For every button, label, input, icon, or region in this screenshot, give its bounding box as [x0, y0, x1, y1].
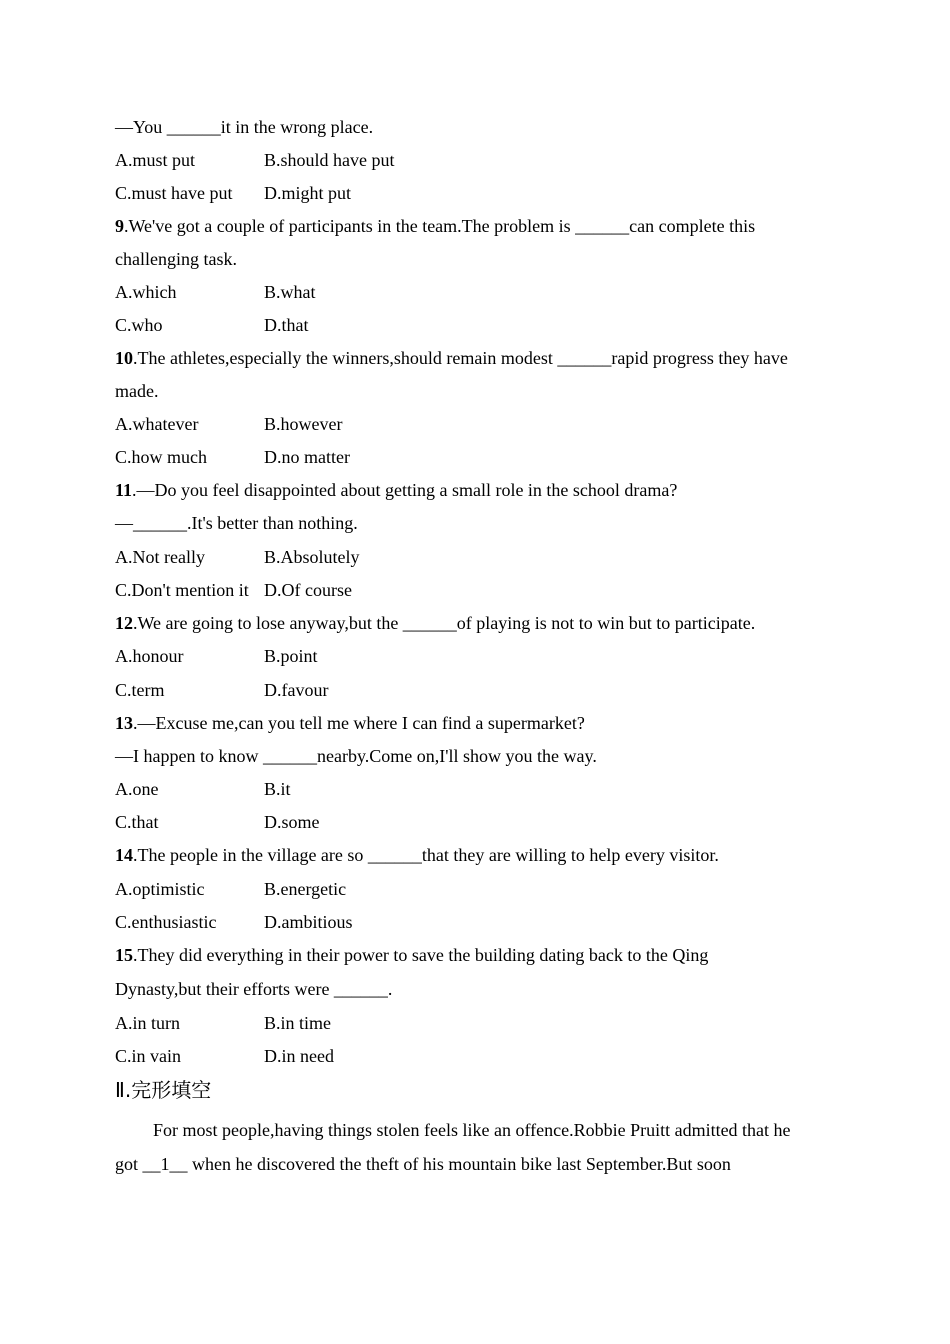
cloze-text-post: when he discovered the theft of his mountain bike last September.But soon	[187, 1154, 731, 1174]
q15-stem-line-2: Dynasty,but their efforts were ______.	[115, 979, 393, 999]
q12-option-c[interactable]: C.term	[115, 680, 165, 700]
q11-option-c[interactable]: C.Don't mention it	[115, 580, 249, 600]
q11-option-a[interactable]: A.Not really	[115, 547, 205, 567]
q13-number: 13	[115, 713, 133, 733]
q9-stem-line-2: challenging task.	[115, 249, 237, 269]
q14-option-d[interactable]: D.ambitious	[264, 912, 353, 932]
q11-stem-text: .—Do you feel disappointed about getting a small role in the school drama?	[132, 480, 678, 500]
q12-option-d[interactable]: D.favour	[264, 680, 329, 700]
q9-stem-text: .We've got a couple of participants in the team.The problem is ______can complete this	[124, 216, 756, 236]
q14-option-a[interactable]: A.optimistic	[115, 879, 205, 899]
q8-option-a[interactable]: A.must put	[115, 150, 196, 170]
q12-option-a[interactable]: A.honour	[115, 646, 184, 666]
q15-stem-line-1	[115, 944, 708, 966]
q13-stem-text: .—Excuse me,can you tell me where I can find a supermarket?	[133, 713, 585, 733]
q11-number: 11	[115, 480, 133, 500]
q11-stem-line-2: —______.It's better than nothing.	[115, 513, 358, 533]
q14-stem-text: .The people in the village are so ______that they are willing to help every visitor.	[133, 845, 719, 865]
q8-option-c[interactable]: C.must have put	[115, 183, 233, 203]
q14-option-c[interactable]: C.enthusiastic	[115, 912, 217, 932]
q13-option-c[interactable]: C.that	[115, 812, 159, 832]
q13-option-b[interactable]: B.it	[264, 779, 291, 799]
q10-option-c[interactable]: C.how much	[115, 447, 207, 467]
q10-option-b[interactable]: B.however	[264, 414, 343, 434]
q8-answer-line: —You ______it in the wrong place.	[115, 117, 374, 137]
cloze-blank-1[interactable]: __1__	[142, 1154, 188, 1174]
q14-stem-line-1	[115, 844, 719, 866]
section-heading-cloze: Ⅱ.完形填空	[115, 1078, 212, 1102]
q14-number: 14	[115, 845, 133, 865]
q12-option-b[interactable]: B.point	[264, 646, 318, 666]
q13-stem-line-1	[115, 712, 585, 734]
cloze-paragraph-line-2	[115, 1153, 731, 1175]
q9-number: 9	[115, 216, 124, 236]
q14-option-b[interactable]: B.energetic	[264, 879, 347, 899]
q15-number: 15	[115, 945, 133, 965]
q9-option-b[interactable]: B.what	[264, 282, 316, 302]
q8-option-d[interactable]: D.might put	[264, 183, 352, 203]
q9-stem-line-1	[115, 215, 755, 237]
q12-stem-line-1	[115, 612, 755, 634]
q9-option-a[interactable]: A.which	[115, 282, 177, 302]
q15-stem-text: .They did everything in their power to save the building dating back to the Qing	[133, 945, 709, 965]
q9-option-d[interactable]: D.that	[264, 315, 309, 335]
q11-option-b[interactable]: B.Absolutely	[264, 547, 360, 567]
q15-option-a[interactable]: A.in turn	[115, 1013, 180, 1033]
q13-option-d[interactable]: D.some	[264, 812, 320, 832]
q8-option-b[interactable]: B.should have put	[264, 150, 395, 170]
q12-number: 12	[115, 613, 133, 633]
q10-stem-text: .The athletes,especially the winners,should remain modest ______rapid progress they have	[133, 348, 788, 368]
cloze-paragraph-line-1: For most people,having things stolen feels like an offence.Robbie Pruitt admitted that he	[153, 1120, 791, 1140]
q10-option-d[interactable]: D.no matter	[264, 447, 350, 467]
q12-stem-text: .We are going to lose anyway,but the ______of playing is not to win but to participate.	[133, 613, 756, 633]
q15-option-b[interactable]: B.in time	[264, 1013, 331, 1033]
q15-option-d[interactable]: D.in need	[264, 1046, 334, 1066]
cloze-text-pre: got	[115, 1154, 143, 1174]
q13-stem-line-2: —I happen to know ______nearby.Come on,I'll show you the way.	[115, 746, 597, 766]
q13-option-a[interactable]: A.one	[115, 779, 159, 799]
q10-stem-line-2: made.	[115, 381, 159, 401]
q10-number: 10	[115, 348, 133, 368]
q10-stem-line-1	[115, 347, 788, 369]
q10-option-a[interactable]: A.whatever	[115, 414, 199, 434]
q11-stem-line-1	[115, 479, 677, 501]
q15-option-c[interactable]: C.in vain	[115, 1046, 181, 1066]
q9-option-c[interactable]: C.who	[115, 315, 163, 335]
q11-option-d[interactable]: D.Of course	[264, 580, 352, 600]
